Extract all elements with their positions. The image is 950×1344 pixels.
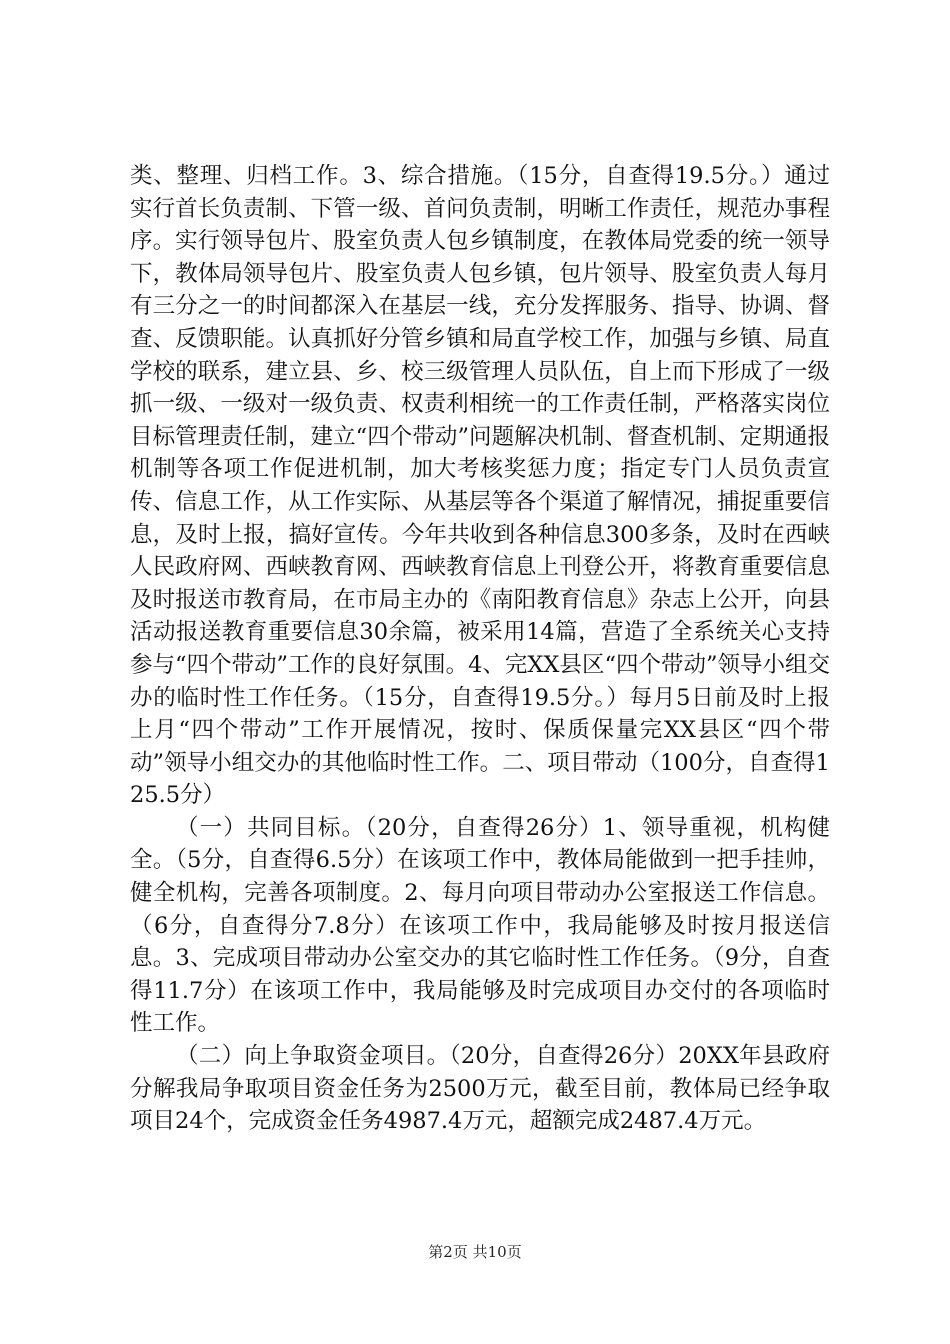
page-footer: 第2页 共10页 — [428, 1243, 522, 1261]
document-body — [130, 160, 830, 1138]
paragraph-2: （一）共同目标。（20分，自查得26分）1、领导重视，机构健全。（5分，自查得6.5分）在该项工作中，教体局能做到一把手挂帅，健全机构，完善各项制度。2、每月向项目带动办公室报送工作信息。（6分，自查得分7.8分）在该项工作中，我局能够及时按月报送信息。3、完成项目带动办公室交办的其它临时性工作任务。（9分，自查得11.7分）在该项工作中，我局能够及时完成项目办交付的各项临时性工作。 — [130, 814, 830, 1037]
paragraph-3: （二）向上争取资金项目。（20分，自查得26分）20XX年县政府分解我局争取项目资金任务为2500万元，截至目前，教体局已经争取项目24个，完成资金任务4987.4万元，超额完成2487.4万元。 — [130, 1043, 830, 1135]
paragraph-1: 类、整理、归档工作。3、综合措施。（15分，自查得19.5分。）通过实行首长负责制、下管一级、首问负责制，明晰工作责任，规范办事程序。实行领导包片、股室负责人包乡镇制度，在教体局党委的统一领导下，教体局领导包片、股室负责人包乡镇，包片领导、股室负责人每月有三分之一的时间都深入在基层一线，充分发挥服务、指导、协调、督查、反馈职能。认真抓好分管乡镇和局直学校工作，加强与乡镇、局直学校的联系，建立县、乡、校三级管理人员队伍，自上而下形成了一级抓一级、一级对一级负责、权责利相统一的工作责任制，严格落实岗位目标管理责任制，建立“四个带动”问题解决机制、督查机制、定期通报机制等各项工作促进机制，加大考核奖惩力度；指定专门人员负责宣传、信息工作，从工作实际、从基层等各个渠道了解情况，捕捉重要信息，及时上报，搞好宣传。今年共收到各种信息300多条，及时在西峡人民政府网、西峡教育网、西峡教育信息上刊登公开，将教育重要信息及时报送市教育局，在市局主办的《南阳教育信息》杂志上公开，向县活动报送教育重要信息30余篇，被采用14篇，营造了全系统关心支持参与“四个带动”工作的良好氛围。4、完XX县区“四个带动”领导小组交办的临时性工作任务。（15分，自查得19.5分。）每月5日前及时上报上月“四个带动”工作开展情况，按时、保质保量完XX县区“四个带动”领导小组交办的其他临时性工作。二、项目带动（100分，自查得125.5分） — [130, 163, 830, 809]
